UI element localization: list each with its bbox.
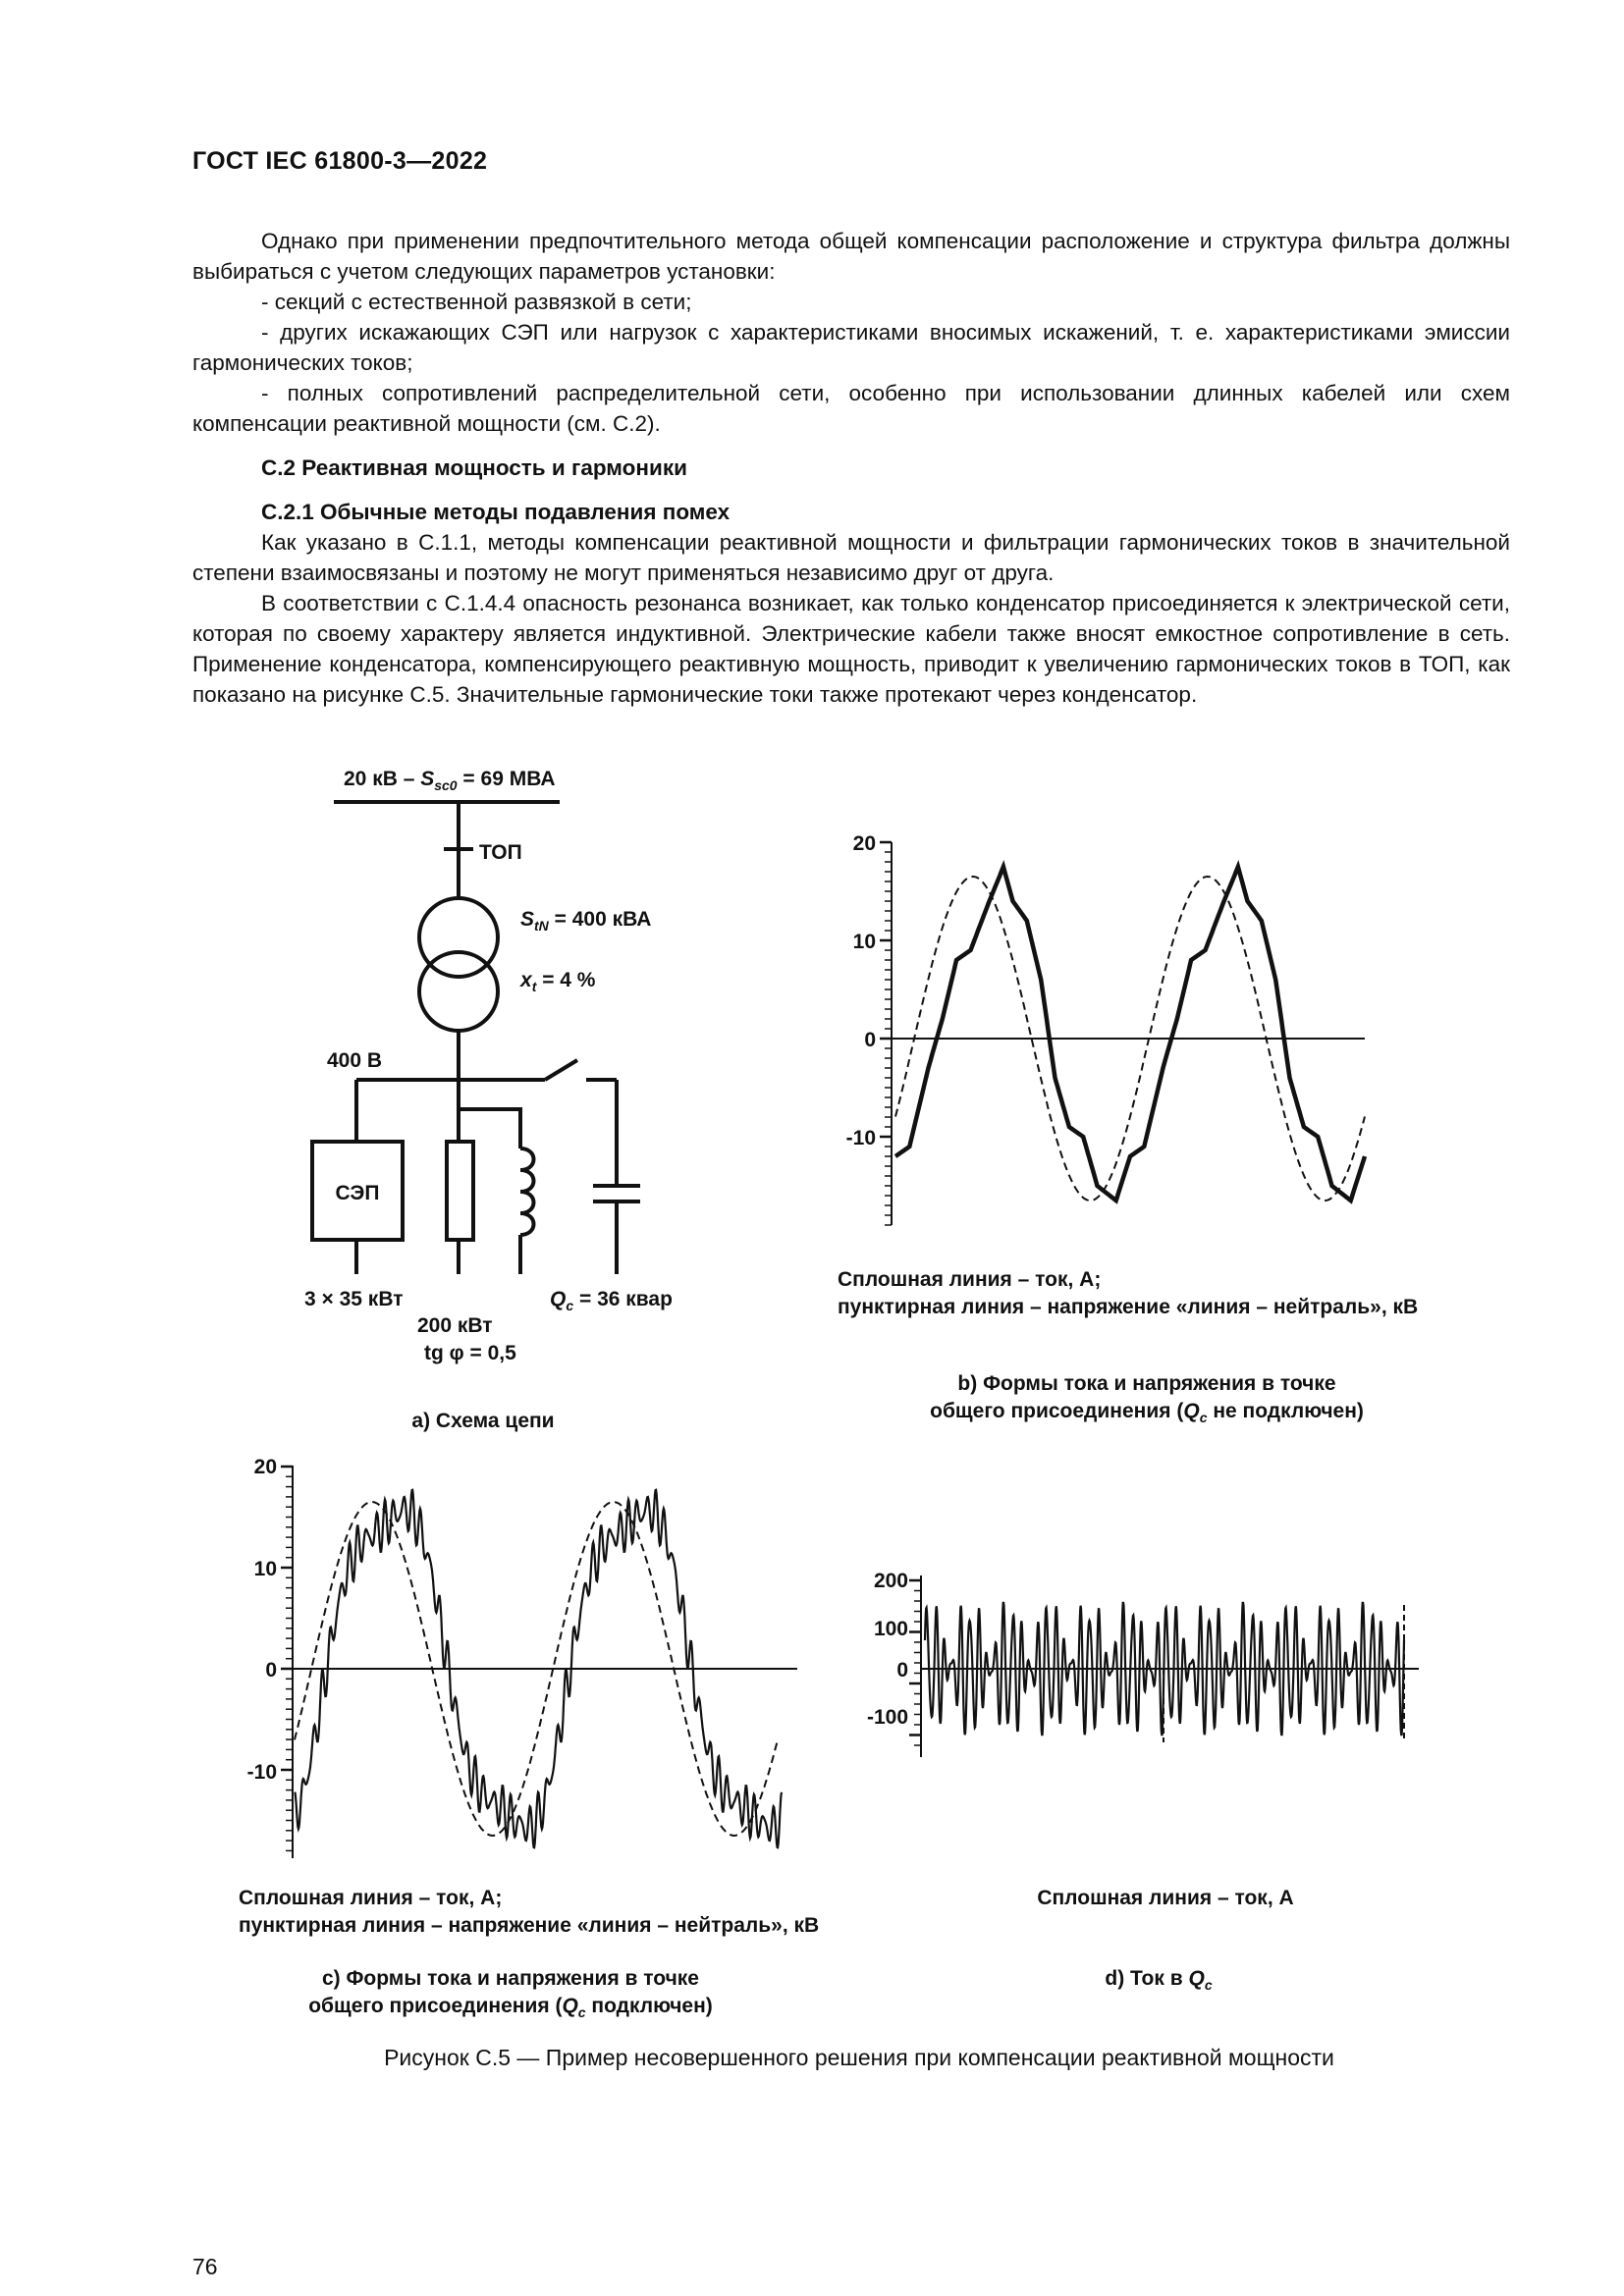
chart-c: [239, 1456, 819, 2020]
figure-caption: Рисунок С.5 — Пример несовершенного решения при компенсации реактивной мощности: [384, 2045, 1334, 2070]
load-tg-label: tg φ = 0,5: [424, 1342, 516, 1364]
load-power-label: 200 кВт: [417, 1314, 493, 1337]
chart-c-ytick-0: 0: [265, 1659, 277, 1682]
caption-b-line-1: b) Формы тока и напряжения в точке: [957, 1372, 1336, 1395]
caption-c-line-1: с) Формы тока и напряжения в точке: [322, 1967, 699, 1990]
chart-d-ytick-200: 200: [873, 1570, 908, 1592]
chart-d-ytick-minus100: -100: [866, 1706, 908, 1729]
circuit-diagram: [304, 768, 673, 1432]
caption-a: а) Схема цепи: [411, 1410, 555, 1432]
subsection-heading: С.2.1 Обычные методы подавления помех: [261, 500, 731, 524]
paragraph-2: Как указано в С.1.1, методы компенсации реактивной мощности и фильтрации гармонических токов в значительной степени взаимосвязаны и поэтому не могут применяться независимо друг от друга.: [192, 530, 1510, 585]
chart-d: [867, 1570, 1419, 1993]
transformer-secondary: [419, 952, 498, 1031]
chart-b-ytick-10: 10: [852, 931, 876, 953]
chart-b-ytick-0: 0: [864, 1029, 876, 1051]
caption-d: d) Ток в $Q_c$: [1105, 1967, 1213, 1993]
capacitor-label: $Q_c = 36$ квар: [550, 1288, 673, 1313]
section-heading: С.2 Реактивная мощность и гармоники: [261, 455, 687, 480]
resistor-symbol: [447, 1142, 473, 1240]
caption-b-line-2: общего присоединения ($Q_c$ не подключен): [930, 1400, 1364, 1425]
document-header: ГОСТ IEC 61800-3—2022: [192, 147, 488, 175]
chart-d-ytick-100: 100: [873, 1618, 908, 1640]
paragraph-3: В соответствии с С.1.4.4 опасность резонанса возникает, как только конденсатор присоединяется к электрической сети, которая по своему характеру является индуктивной. Электрические кабели также вносят емкостное сопротивление в сеть. Применение конденсатора, компенсирующего реактивную мощность, приводит к увеличению гармонических токов в ТОП, как показано на рисунке С.5. Значительные гармонические токи также протекают через конденсатор.: [192, 591, 1510, 707]
pcc-label: ТОП: [479, 841, 522, 864]
transformer-rating: $S_{tN} = 400$ кВА: [520, 908, 652, 934]
capacitor-switch: [545, 1060, 577, 1080]
chart-b-ytick-20: 20: [852, 832, 876, 855]
transformer-impedance: $x_t = 4$ %: [520, 969, 596, 994]
chart-c-ticks: [281, 1467, 293, 1850]
list-item: - других искажающих СЭП или нагрузок с характеристиками вносимых искажений, т. е. характеристиками эмиссии гармонических токов;: [192, 320, 1510, 375]
pds-label: СЭП: [335, 1182, 380, 1204]
paragraph-1: Однако при применении предпочтительного метода общей компенсации расположение и структура фильтра должны выбираться с учетом следующих параметров установки:: [192, 229, 1510, 284]
chart-d-ytick-0: 0: [896, 1659, 908, 1682]
chart-b-legend-2: пунктирная линия – напряжение «линия – нейтраль», кВ: [838, 1296, 1419, 1318]
chart-d-ticks: [909, 1580, 921, 1745]
chart-c-ytick-20: 20: [253, 1456, 277, 1478]
supply-label: 20 кВ – $S_{sc0} = 69$ МВА: [344, 768, 556, 793]
chart-b-legend-1: Сплошная линия – ток, А;: [838, 1268, 1102, 1291]
inductor-symbol: [520, 1148, 534, 1235]
page-number: 76: [192, 2254, 218, 2279]
chart-c-ytick-minus10: -10: [246, 1761, 277, 1784]
chart-b-ytick-minus10: -10: [845, 1127, 876, 1149]
pds-power-label: 3 × 35 кВт: [304, 1288, 404, 1310]
chart-d-legend-1: Сплошная линия – ток, А: [1037, 1887, 1294, 1909]
list-item: - полных сопротивлений распределительной сети, особенно при использовании длинных кабелей или схем компенсации реактивной мощности (см. С.2).: [192, 381, 1510, 436]
caption-c-line-2: общего присоединения ($Q_c$ подключен): [308, 1995, 713, 2020]
bus-voltage-label: 400 В: [327, 1049, 383, 1072]
chart-c-legend-2: пунктирная линия – напряжение «линия – нейтраль», кВ: [239, 1914, 820, 1937]
chart-c-legend-1: Сплошная линия – ток, А;: [239, 1887, 503, 1909]
chart-b-ticks: [880, 842, 892, 1225]
chart-c-ytick-10: 10: [253, 1558, 277, 1580]
chart-b: [838, 832, 1418, 1425]
list-item: - секций с естественной развязкой в сети;: [261, 290, 692, 314]
